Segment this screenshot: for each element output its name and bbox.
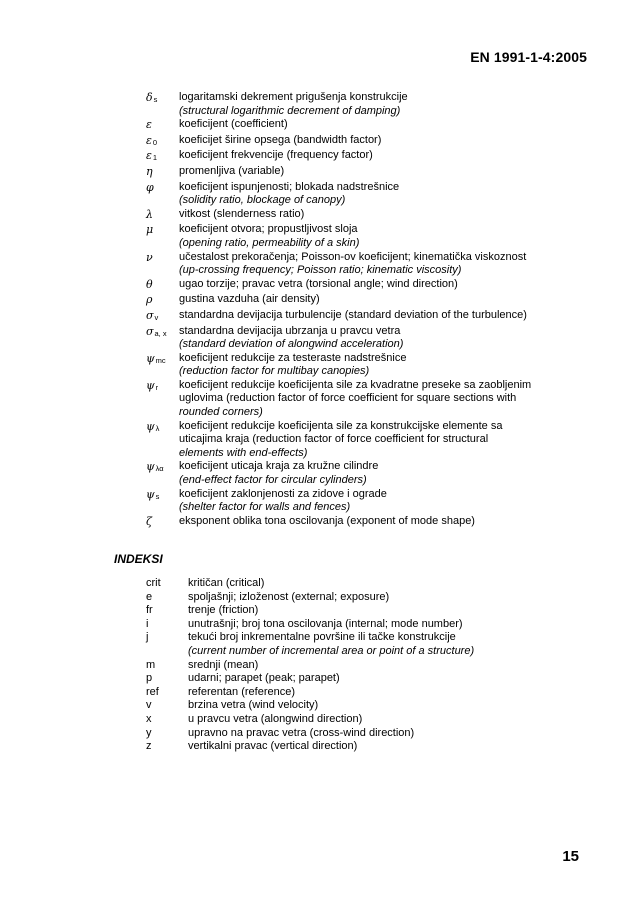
description-line: u pravcu vetra (alongwind direction) [188,712,363,725]
description-line: logaritamski dekrement prigušenja konstrukcije [179,91,408,103]
index-row [0,672,639,686]
symbol-subscript: λ [155,423,160,433]
index-description [188,659,578,673]
symbol-letter: σ [146,308,154,322]
index-row [0,699,639,713]
symbol-letter: ν [146,250,153,264]
symbol-row [0,91,639,118]
description-line: standardna devijacija turbulencije (standard deviation of the turbulence) [179,308,527,321]
symbol-description [179,149,569,165]
index-key: ref [146,685,159,698]
description-line: kritičan (critical) [188,577,265,589]
symbol [0,515,179,531]
symbol-description [179,251,569,278]
index-description [188,618,578,632]
symbol-row [0,149,639,165]
symbol-description [179,223,569,250]
index-key: p [146,672,153,685]
symbol-letter: ψ [146,487,155,501]
symbol-row [0,488,639,515]
symbol-subscript: a, x [154,328,167,338]
symbol [0,488,179,515]
index-description [188,591,578,605]
index-row [0,577,639,591]
description-line: koeficijent uticaja kraja za kružne cilindre [179,460,379,473]
symbol-row [0,420,639,461]
index-description [188,604,578,618]
symbol-row [0,278,639,294]
index-key: z [146,740,152,753]
symbol-letter: ψ [146,378,155,392]
description-line: (structural logarithmic decrement of damping) [179,104,401,117]
symbol-description [179,325,569,352]
symbol-description [179,181,569,208]
description-line: koeficijent redukcije koeficijenta sile za konstrukcijske elemente sa [179,419,503,432]
index-description [188,713,578,727]
symbol-letter: ε [146,118,152,132]
symbol-letter: μ [146,223,154,237]
symbol-row [0,251,639,278]
description-line: ugao torzije; pravac vetra (torsional angle; wind direction) [179,277,458,290]
index-description [188,577,578,591]
symbol-letter: ψ [146,460,155,474]
symbol-description [179,379,569,420]
symbol [0,251,179,278]
symbol-subscript: 0 [152,137,158,147]
symbol-row [0,165,639,181]
symbol [0,420,179,461]
symbol [0,181,179,208]
description-line: srednji (mean) [188,658,259,671]
page-number: 15 [562,848,579,865]
symbol-row [0,352,639,379]
index-key: i [146,617,149,630]
document-id: EN 1991-1-4:2005 [470,49,587,65]
symbol-subscript: s [153,95,158,104]
index-key: m [146,658,156,671]
symbol-letter: ρ [146,293,153,307]
symbol-letter: σ [146,324,154,338]
symbol-letter: ψ [146,351,155,365]
index-key: crit [146,577,161,589]
symbol-row [0,325,639,352]
symbol-subscript: λα [155,464,164,474]
index-key: e [146,590,153,603]
description-line: standardna devijacija ubrzanja u pravcu vetra [179,324,401,337]
index-key: v [146,699,152,712]
index-row [0,727,639,741]
symbol-letter: ε [146,133,152,147]
symbol [0,278,179,294]
description-line: udarni; parapet (peak; parapet) [188,672,340,685]
description-line: (standard deviation of alongwind acceleration) [179,338,404,351]
description-line: rounded corners) [179,406,263,419]
index-row [0,604,639,618]
index-row [0,686,639,700]
symbol-letter: λ [146,207,153,221]
symbol-subscript: r [155,382,159,392]
description-line: (shelter factor for walls and fences) [179,501,351,514]
symbol [0,223,179,250]
index-key: j [146,631,149,644]
symbol-subscript: mc [155,355,166,365]
index-key: y [146,726,152,739]
index-row [0,631,639,658]
symbol-description [179,488,569,515]
symbol-row [0,309,639,325]
description-line: učestalost prekoračenja; Poisson-ov koeficijent; kinematička viskoznost [179,250,527,263]
symbol-subscript: v [154,312,159,322]
symbol [0,309,179,325]
symbol-row [0,134,639,150]
symbol-row [0,293,639,309]
symbol-letter: δ [146,91,153,104]
symbol [0,352,179,379]
description-line: koeficijent otvora; propustljivost sloja [179,223,358,236]
index-list [0,577,639,754]
indices-title: INDEKSI [114,552,163,566]
symbol-letter: ζ [146,514,152,528]
symbol [0,379,179,420]
description-line: vitkost (slenderness ratio) [179,207,305,220]
symbol-letter: ψ [146,419,155,433]
description-line: (end-effect factor for circular cylinders) [179,474,367,487]
index-key: x [146,712,152,725]
description-line: referentan (reference) [188,685,295,698]
symbol-row [0,379,639,420]
description-line: (up-crossing frequency; Poisson ratio; kinematic viscosity) [179,264,462,277]
symbol-letter: ε [146,149,152,163]
symbol-description [179,420,569,461]
symbol [0,165,179,181]
symbol-subscript: s [155,491,160,501]
description-line: koeficijet širine opsega (bandwidth factor) [179,133,382,146]
symbol-description [179,352,569,379]
symbol-row [0,223,639,250]
symbol-description [179,91,569,118]
symbol [0,460,179,487]
index-row [0,740,639,754]
symbol-description [179,460,569,487]
symbol-description [179,278,569,294]
description-line: koeficijent (coefficient) [179,118,288,131]
description-line: unutrašnji; broj tona oscilovanja (internal; mode number) [188,617,463,630]
symbol-description [179,293,569,309]
description-line: koeficijent ispunjenosti; blokada nadstrešnice [179,180,400,193]
description-line: (solidity ratio, blockage of canopy) [179,194,346,207]
description-line: upravno na pravac vetra (cross-wind direction) [188,726,415,739]
symbol-row [0,208,639,224]
index-row [0,659,639,673]
index-row [0,713,639,727]
description-line: vertikalni pravac (vertical direction) [188,740,358,753]
description-line: tekući broj inkrementalne površine ili tačke konstrukcije [188,631,456,644]
index-description [188,686,578,700]
symbol [0,149,179,165]
symbol-row [0,515,639,531]
symbol-description [179,515,569,531]
description-line: koeficijent redukcije koeficijenta sile za kvadratne preseke sa zaobljenim [179,378,532,391]
index-description [188,727,578,741]
symbol-letter: φ [146,180,154,194]
description-line: uglovima (reduction factor of force coefficient for square sections with [179,392,517,405]
description-line: uticajima kraja (reduction factor of force coefficient for structural [179,433,489,446]
description-line: elements with end-effects) [179,446,308,459]
symbol-description [179,118,569,134]
symbol-description [179,208,569,224]
symbol-row [0,118,639,134]
description-line: promenljiva (variable) [179,164,285,177]
description-line: trenje (friction) [188,604,259,617]
index-description [188,740,578,754]
description-line: (opening ratio, permeability of a skin) [179,236,360,249]
symbol-letter: η [146,164,153,178]
description-line: spoljašnji; izloženost (external; exposure) [188,590,390,603]
description-line: gustina vazduha (air density) [179,293,320,306]
description-line: eksponent oblika tona oscilovanja (exponent of mode shape) [179,514,475,527]
symbol-description [179,134,569,150]
index-description [188,699,578,713]
symbol-subscript: 1 [152,153,158,163]
symbol-letter: θ [146,277,153,291]
symbol [0,134,179,150]
symbol-list [0,91,639,530]
index-key: fr [146,604,153,617]
description-line: koeficijent frekvencije (frequency factor) [179,149,373,162]
symbol [0,325,179,352]
index-row [0,591,639,605]
description-line: koeficijent zaklonjenosti za zidove i ograde [179,487,387,500]
symbol [0,293,179,309]
description-line: (current number of incremental area or point of a structure) [188,644,475,657]
symbol-row [0,460,639,487]
index-description [188,672,578,686]
symbol [0,118,179,134]
symbol [0,91,179,118]
description-line: (reduction factor for multibay canopies) [179,365,370,378]
symbol [0,208,179,224]
symbol-description [179,165,569,181]
symbol-description [179,309,569,325]
index-description [188,631,578,658]
description-line: brzina vetra (wind velocity) [188,699,319,712]
description-line: koeficijent redukcije za testeraste nadstrešnice [179,351,407,364]
symbol-row [0,181,639,208]
index-row [0,618,639,632]
